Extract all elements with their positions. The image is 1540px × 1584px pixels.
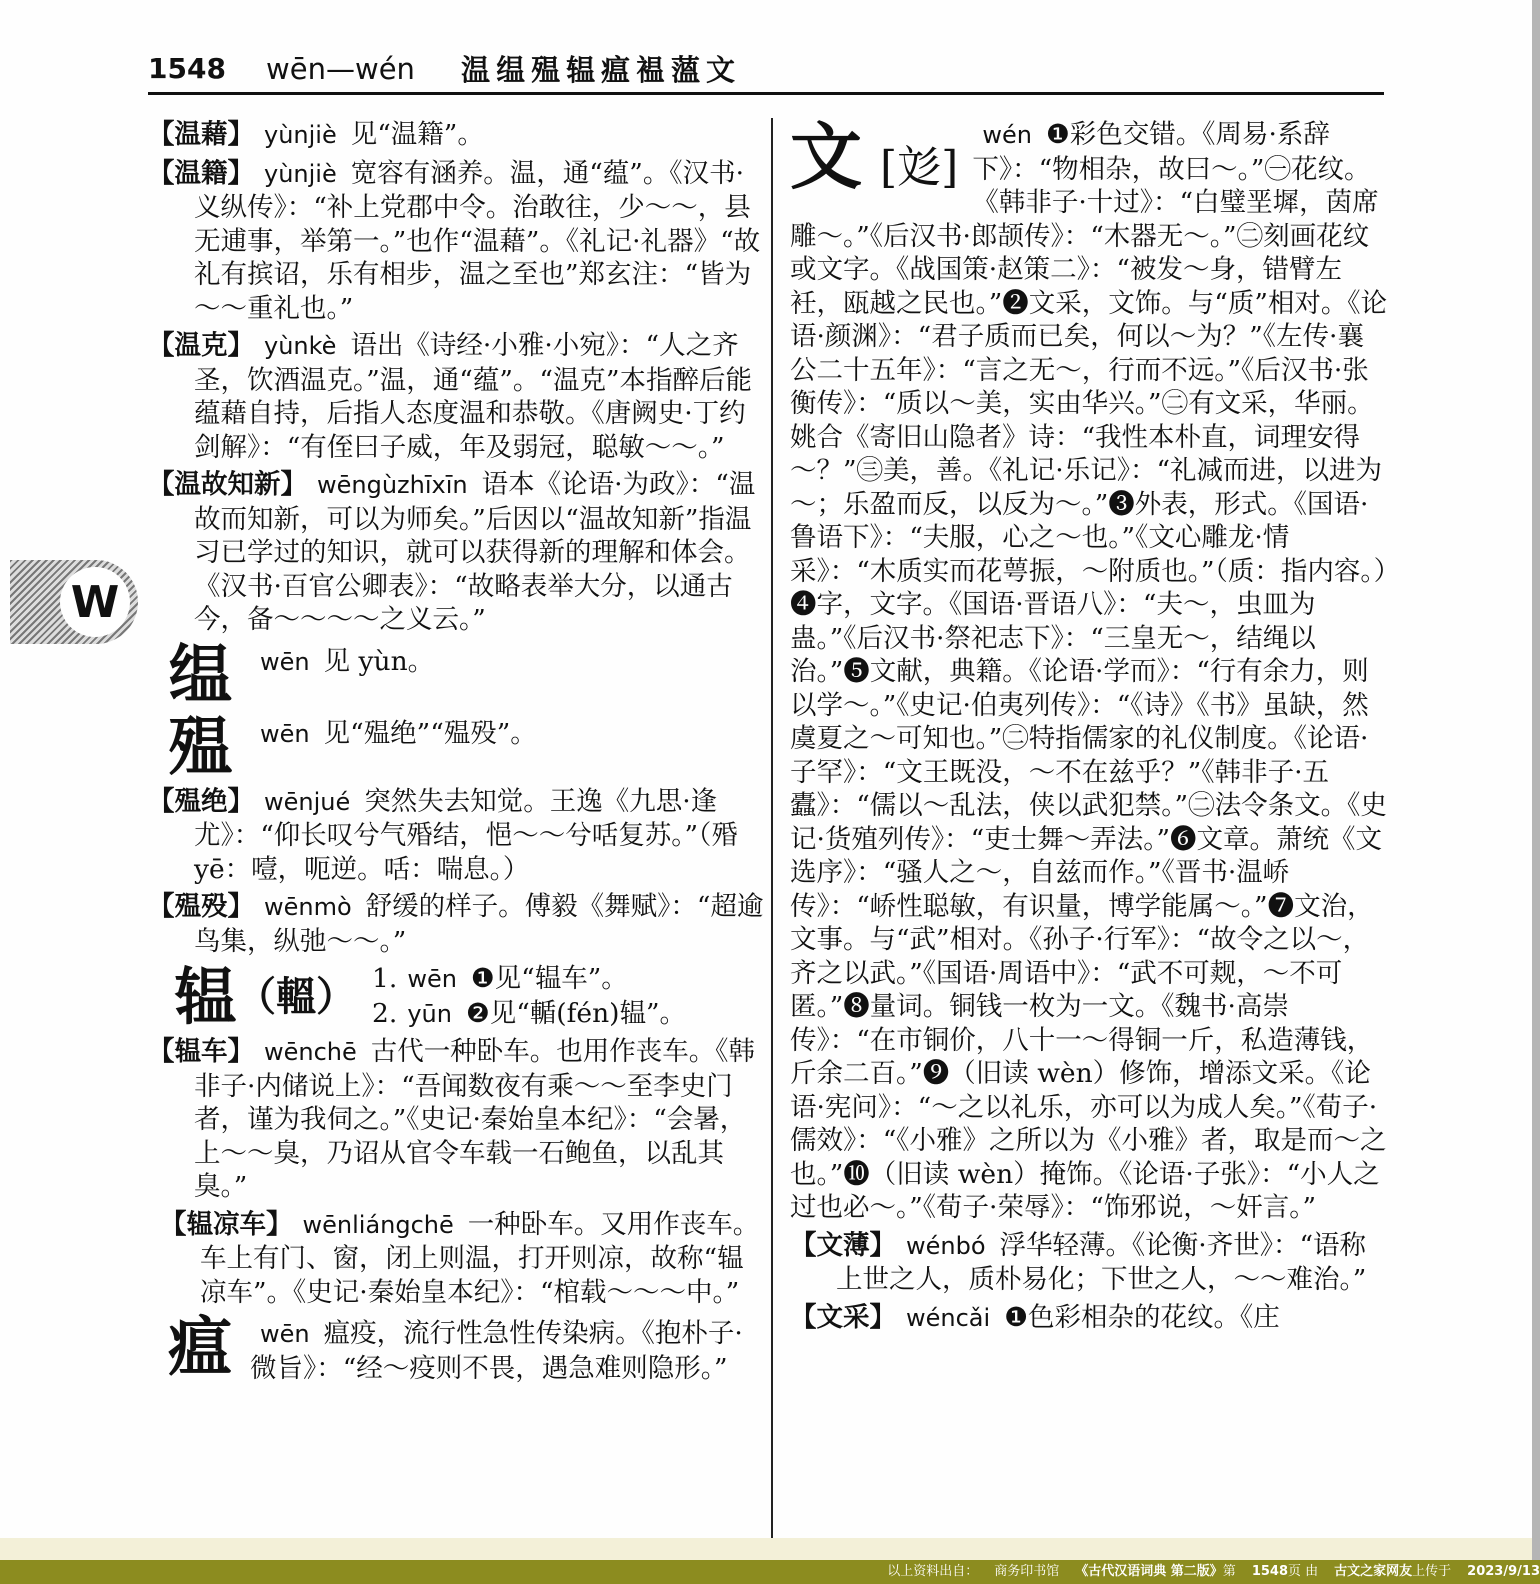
character-body <box>250 1313 768 1385</box>
character-definition: ❶彩色交错。《周易·系辞下》：“物相杂，故曰～。”㊀花纹。《韩非子·十过》：“白璧垩墀，茵席雕～。”《后汉书·郎颉传》：“木器无～。”㊁刻画花纹或文字。《战国策·赵策二》：“被发～身，错臂左衽，瓯越之民也。”❷文采，文饰。与“质”相对。《论语·颜渊》：“君子质而已矣，何以～为？”《左传·襄公二十五年》：“言之无～，行而不远。”《后汉书·张衡传》：“质以～美，实由华兴。”㊁有文采，华丽。姚合《寄旧山隐者》诗：“我性本朴直，词理安得～？”㊂美，善。《礼记·乐记》：“礼减而进，以进为～；乐盈而反，以反为～。”❸外表，形式。《国语·鲁语下》：“夫服，心之～也。”《文心雕龙·情采》：“木质实而花萼振，～附质也。”（质：指内容。）❹字，文字。《国语·晋语八》：“夫～，虫皿为蛊。”《后汉书·祭祀志下》：“三皇无～，结绳以治。”❺文献，典籍。《论语·学而》：“行有余力，则以学～。”《史记·伯夷列传》：“《诗》《书》虽缺，然虞夏之～可知也。”㊁特指儒家的礼仪制度。《论语·子罕》：“文王既没，～不在兹乎？”《韩非子·五蠹》：“儒以～乱法，侠以武犯禁。”㊁法令条文。《史记·货殖列传》：“吏士舞～弄法。”❻文章。萧统《文选序》：“骚人之～，自兹而作。”《晋书·温峤传》：“峤性聪敏，有识量，博学能属～。”❼文治，文事。与“武”相对。《孙子·行军》：“故令之以～，齐之以武。”《国语·周语中》：“武不可觌，～不可匿。”❽量词。铜钱一枚为一文。《魏书·高崇传》：“在市铜价，八十一～得铜一斤，私造薄钱，斤余二百。”❾（旧读 wèn）修饰，增添文采。《论语·宪问》：“～之以礼乐，亦可以为成人矣。”《荀子·儒效》：“《小雅》之所以为《小雅》者，取是而～之也。”❿（旧读 wèn）掩饰。《论语·子张》：“小人之过也必～。”《荀子·荣辱》：“饰邪说，～奸言。” <box>790 119 1388 1223</box>
character-entry-wen-yun <box>168 637 768 713</box>
character-definition: 见 yùn。 <box>323 645 435 677</box>
entry-headword: 【温籍】 <box>148 157 254 189</box>
page-header <box>148 48 1378 92</box>
entry-pinyin: wēngùzhīxīn <box>317 471 468 499</box>
sense-pinyin: wēn <box>407 965 457 993</box>
sense-pinyin: yūn <box>407 999 452 1028</box>
character-definition: 瘟疫，流行性急性传染病。《抱朴子·微旨》：“经～疫则不畏，遇急难则隐形。” <box>250 1318 743 1384</box>
entry-definition: 浮华轻薄。《论衡·齐世》：“语称上世之人，质朴易化；下世之人，～～难治。” <box>836 1229 1367 1295</box>
head-character: 辒 <box>174 959 237 1033</box>
entry-definition: 语出《诗经·小雅·小宛》：“人之齐圣，饮酒温克。”温，通“蕴”。“温克”本指醉后能蕴藉自持，后指人态度温和恭敬。《唐阙史·丁约剑解》：“有侄曰子威，年及弱冠，聪敏～～。” <box>194 330 752 463</box>
entry-pinyin: yùnjiè <box>264 159 337 188</box>
page-number: 1548 <box>148 52 226 85</box>
upload-date: 2023/9/13 <box>1467 1564 1540 1579</box>
character-pinyin: wēn <box>260 719 310 748</box>
entry-headword: 【文薄】 <box>790 1229 896 1261</box>
page-edge <box>1532 0 1540 1584</box>
wen-head <box>790 114 959 199</box>
head-character: 缊 <box>168 637 232 713</box>
entry-pinyin: yùnkè <box>264 332 337 360</box>
entry-pinyin: yùnjiè <box>264 121 337 149</box>
left-column <box>148 118 768 1387</box>
entry-definition: 古代一种卧车。也用作丧车。《韩非子·内储说上》：“吾闻数夜有乘～～至李史门者，谨为我伺之。”《史记·秦始皇本纪》：“会暑，上～～臭，乃诏从官令车载一石鲍鱼，以乱其臭。” <box>194 1036 756 1202</box>
entry-headword: 【温故知新】 <box>148 469 307 500</box>
character-pinyin: wēn <box>260 1320 310 1348</box>
character-entry-wen-che <box>174 959 768 1033</box>
entry-wenjie-2 <box>148 157 768 326</box>
entry-wenbo <box>790 1229 1390 1297</box>
entry-headword: 【文采】 <box>790 1301 896 1333</box>
sense-1 <box>372 962 686 997</box>
source-bar <box>0 1560 1540 1584</box>
upload-label: 上传于 <box>1412 1564 1452 1579</box>
sense-text: ❶见“辒车”。 <box>470 963 628 994</box>
head-character: 瘟 <box>168 1310 232 1385</box>
page-suffix: 页 由 <box>1288 1564 1319 1579</box>
sense-list <box>372 962 686 1031</box>
right-column <box>790 114 1390 1339</box>
entry-headword: 【辒车】 <box>148 1036 254 1067</box>
entry-pinyin: wēnmò <box>264 893 352 921</box>
entry-pinyin: wēnliángchē <box>302 1210 454 1239</box>
entry-definition: 语本《论语·为政》：“温故而知新，可以为师矣。”后因以“温故知新”指温习已学过的知识，就可以获得新的理解和体会。《汉书·百官公卿表》：“故略表举大分，以通古今，备～～～～之义云。” <box>194 469 756 635</box>
entry-pinyin: wénbó <box>906 1231 986 1260</box>
head-character: 文 <box>790 114 863 199</box>
letter-tab[interactable] <box>10 560 138 644</box>
character-definition: 见“殟绝”“殟殁”。 <box>323 717 537 749</box>
entry-headword: 【温藉】 <box>148 119 254 150</box>
character-entry-wen-si <box>168 709 768 785</box>
uploader: 古文之家网友 <box>1334 1564 1413 1579</box>
traditional-form: （轀） <box>236 972 357 1020</box>
page-prefix: 第 <box>1222 1564 1236 1579</box>
entry-wenliangche <box>148 1208 768 1310</box>
entry-headword: 【殟殁】 <box>148 891 254 922</box>
entry-definition: ❶色彩相杂的花纹。《庄 <box>1004 1301 1280 1333</box>
entry-definition: 突然失去知觉。王逸《九思·逢尤》：“仰长叹兮气殙结，悒～～兮咶复苏。”（殙 yē：噎，呃逆。咶：喘息。） <box>194 785 738 885</box>
entry-wencai <box>790 1301 1390 1336</box>
entry-pinyin: wēnjué <box>264 787 351 816</box>
entry-wenguzhixin <box>148 468 768 637</box>
character-body <box>250 713 537 752</box>
entry-wenke <box>148 329 768 464</box>
entry-headword: 【温克】 <box>148 330 254 361</box>
page-ref: 1548 <box>1251 1564 1288 1579</box>
entry-pinyin: wéncǎi <box>906 1303 991 1332</box>
character-entry-wen <box>790 114 1390 1225</box>
source-label: 以上资料出自： <box>887 1564 979 1579</box>
entry-definition: 宽容有涵养。温，通“蕴”。《汉书·义纵传》：“补上党郡中令。治敢往，少～～，县无逋事，举第一。”也作“温藉”。《礼记·礼器》“故礼有摈诏，乐有相步，温之至也”郑玄注：“皆为～～重礼也。” <box>194 157 761 324</box>
sense-2 <box>372 997 686 1032</box>
sense-number: 1. <box>372 963 398 994</box>
header-rule <box>148 92 1384 95</box>
column-divider <box>771 118 773 1538</box>
character-entry-wen-yi <box>168 1310 768 1385</box>
pinyin-range: wēn—wén <box>266 51 415 86</box>
letter-tab-label: W <box>60 567 130 637</box>
entry-wenjie-1 <box>148 118 768 153</box>
head-character: 殟 <box>168 709 232 785</box>
character-pinyin: wēn <box>260 647 310 676</box>
sense-number: 2. <box>372 997 398 1029</box>
book-title: 《古代汉语词典 第二版》 <box>1075 1564 1223 1579</box>
entry-pinyin: wēnchē <box>264 1038 357 1066</box>
header-characters: 温缊殟辒瘟褞薀文 <box>461 53 742 87</box>
entry-wenmo <box>148 890 768 958</box>
entry-wenjue <box>148 785 768 887</box>
entry-wenche <box>148 1035 768 1204</box>
entry-headword: 【殟绝】 <box>148 785 254 817</box>
variant-form: [彣] <box>880 142 959 193</box>
sense-text: ❷见“輴(fén)辒”。 <box>465 997 687 1029</box>
entry-definition: 见“温籍”。 <box>350 119 484 150</box>
entry-definition: 一种卧车。又用作丧车。车上有门、窗，闭上则温，打开则凉，故称“辒凉车”。《史记·秦始皇本纪》：“棺载～～～中。” <box>200 1208 760 1308</box>
publisher: 商务印书馆 <box>994 1564 1060 1579</box>
character-pinyin: wén <box>982 121 1032 149</box>
entry-headword: 【辒凉车】 <box>160 1208 293 1240</box>
character-body <box>250 641 434 680</box>
footer-strip <box>0 1538 1534 1560</box>
entry-definition: 舒缓的样子。傅毅《舞赋》：“超逾鸟集，纵弛～～。” <box>194 891 764 957</box>
